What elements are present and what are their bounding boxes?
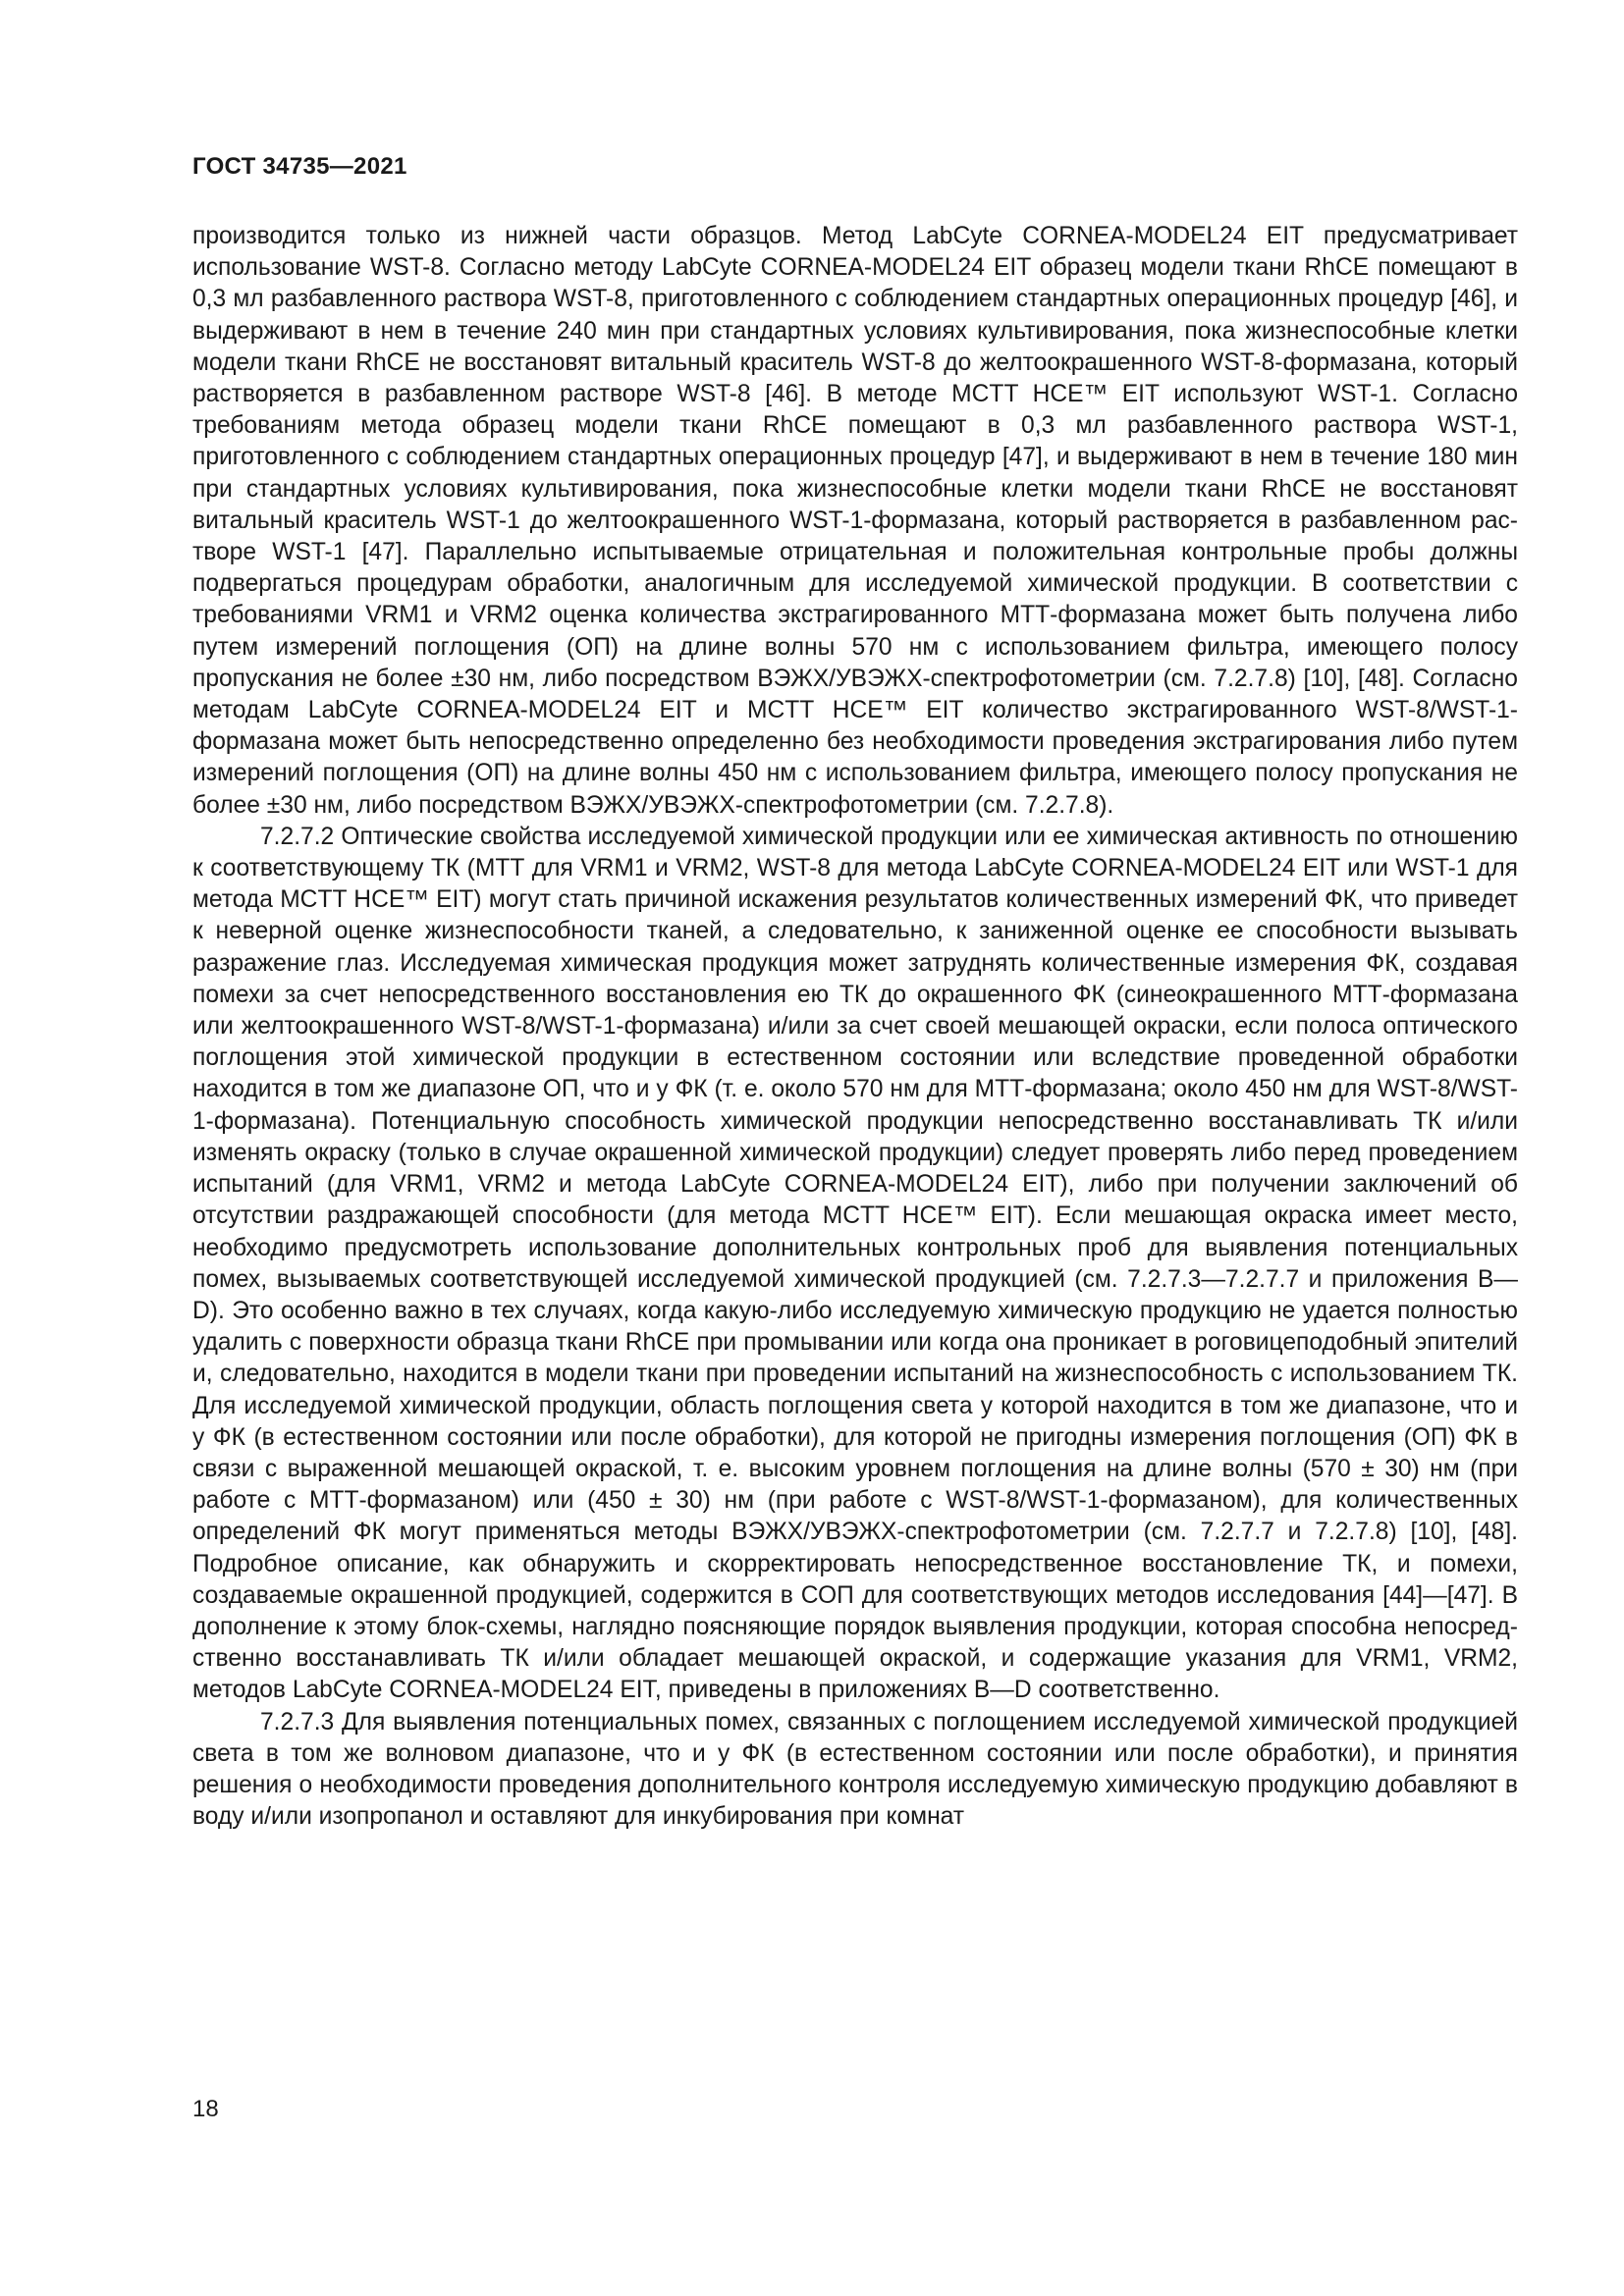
paragraph-7-2-7-2: 7.2.7.2 Оптические свойства исследуемой химической продукции или ее химическая активность по отношению к соответствующему ТК (МТТ для VRM1 и VRM2, WST-8 для метода LabCyte CORNEA-MODEL24 EIT или WST-1 для метода MCTT HCE™ EIT) могут стать причиной искажения результатов количественных измерений ФК, что приведет к неверной оценке жизнеспособности тканей, а следовательно, к заниженной оценке ее способности вызывать разражение глаз. Исследуемая химическая продукция может затруднять количественные измерения ФК, создавая помехи за счет непосредственного восстановления ею ТК до окрашенного ФК (синеокрашенного МТТ-формазана или желтоокрашенного WST-8/WST-1-формазана) и/или за счет своей мешающей окраски, если полоса оптического поглощения этой химической продукции в естественном состоянии или вследствие проведенной обработки находится в том же диапазоне ОП, что и у ФК (т. е. около 570 нм для МТТ-формазана; около 450 нм для WST-8/WST-1-формазана). Потенциальную способность химической продукции непосредственно восстанавливать ТК и/или изменять окраску (только в случае окрашенной химической продукции) следует проверять либо перед проведением испытаний (для VRM1, VRM2 и метода LabCyte CORNEA-MODEL24 EIT), либо при получении заключений об отсутствии раздражающей способности (для метода MCTT HCE™ EIT). Если мешающая окраска имеет место, необходимо предусмотреть использование дополнительных контрольных проб для выявления потенциальных помех, вызываемых соответствующей исследуемой химической продукцией (см. 7.2.7.3—7.2.7.7 и приложения В—D). Это особенно важно в тех случаях, когда какую-либо исследуемую химическую продукцию не удается полностью удалить с поверхности образца ткани RhCE при промывании или когда она проникает в роговицеподобный эпителий и, следовательно, находится в модели ткани при проведении испытаний на жизнеспособность с использованием ТК. Для исследуемой химической продукции, область поглощения света у которой находится в том же диапазоне, что и у ФК (в естественном состоянии или после обработки), для которой не пригодны измерения поглощения (ОП) ФК в связи с выраженной мешающей окраской, т. е. высоким уровнем поглощения на длине волны (570 ± 30) нм (при работе с МТТ-формазаном) или (450 ± 30) нм (при работе с WST-8/WST-1-формазаном), для количественных определений ФК могут применяться методы ВЭЖХ/УВЭЖХ-спектрофотометрии (см. 7.2.7.7 и 7.2.7.8) [10], [48]. Подробное описание, как обнаружить и скорректировать непосредственное восстановление ТК, и помехи, создаваемые окрашенной продукцией, содержится в СОП для соответствующих методов исследования [44]—[47]. В дополнение к этому блок-схемы, наглядно поясняющие порядок выявления продукции, которая способна непосредственно восстанавливать ТК и/или обладает мешающей окраской, и содержащие указания для VRM1, VRM2, методов LabCyte CORNEA-MODEL24 EIT, приведены в приложениях В—D соответственно. — [192, 823, 1518, 1704]
document-body — [192, 221, 1518, 1833]
page-number: 18 — [192, 2096, 219, 2122]
paragraph-continuation: производится только из нижней части образцов. Метод LabCyte CORNEA-MODEL24 EIT предусматривает использование WST-8. Согласно методу LabCyte CORNEA-MODEL24 EIT образец модели ткани RhCE помещают в 0,3 мл разбавленного раствора WST-8, приготовленного с соблюдением стандартных операционных процедур [46], и выдерживают в нем в течение 240 мин при стандартных условиях культивирования, пока жизнеспособные клетки модели ткани RhCE не восстановят витальный краситель WST-8 до желтоокрашенного WST-8-формазана, который растворяется в разбавленном растворе WST-8 [46]. В методе MCTT HCE™ EIT используют WST-1. Согласно требованиям метода образец модели ткани RhCE помещают в 0,3 мл разбавленного раствора WST-1, приготовленного с соблюдением стандартных операционных процедур [47], и выдерживают в нем в течение 180 мин при стандартных условиях культивирования, пока жизнеспособные клетки модели ткани RhCE не восстановят витальный краситель WST-1 до желтоокрашенного WST-1-формазана, который растворяется в разбавленном растворе WST-1 [47]. Параллельно испытываемые отрицательная и положительная контрольные пробы должны подвергаться процедурам обработки, аналогичным для исследуемой химической продукции. В соответствии с требованиями VRM1 и VRM2 оценка количества экстрагированного МТТ-формазана может быть получена либо путем измерений поглощения (ОП) на длине волны 570 нм с использованием фильтра, имеющего полосу пропускания не более ±30 нм, либо посредством ВЭЖХ/УВЭЖХ-спектрофотометрии (см. 7.2.7.8) [10], [48]. Согласно методам LabCyte CORNEA-MODEL24 EIT и MCTT HCE™ EIT количество экстрагированного WST-8/WST-1-формазана может быть непосредственно определенно без необходимости проведения экстрагирования либо путем измерений поглощения (ОП) на длине волны 450 нм с использованием фильтра, имеющего полосу пропускания не более ±30 нм, либо посредством ВЭЖХ/УВЭЖХ-спектрофотометрии (см. 7.2.7.8). — [192, 223, 1518, 819]
paragraph-7-2-7-3: 7.2.7.3 Для выявления потенциальных помех, связанных с поглощением исследуемой химической продукцией света в том же волновом диапазоне, что и у ФК (в естественном состоянии или после обработки), и принятия решения о необходимости проведения дополнительного контроля исследуемую химическую продукцию добавляют в воду и/или изопропанол и оставляют для инкубирования при комнат — [192, 1708, 1518, 1831]
document-header: ГОСТ 34735—2021 — [192, 153, 407, 180]
